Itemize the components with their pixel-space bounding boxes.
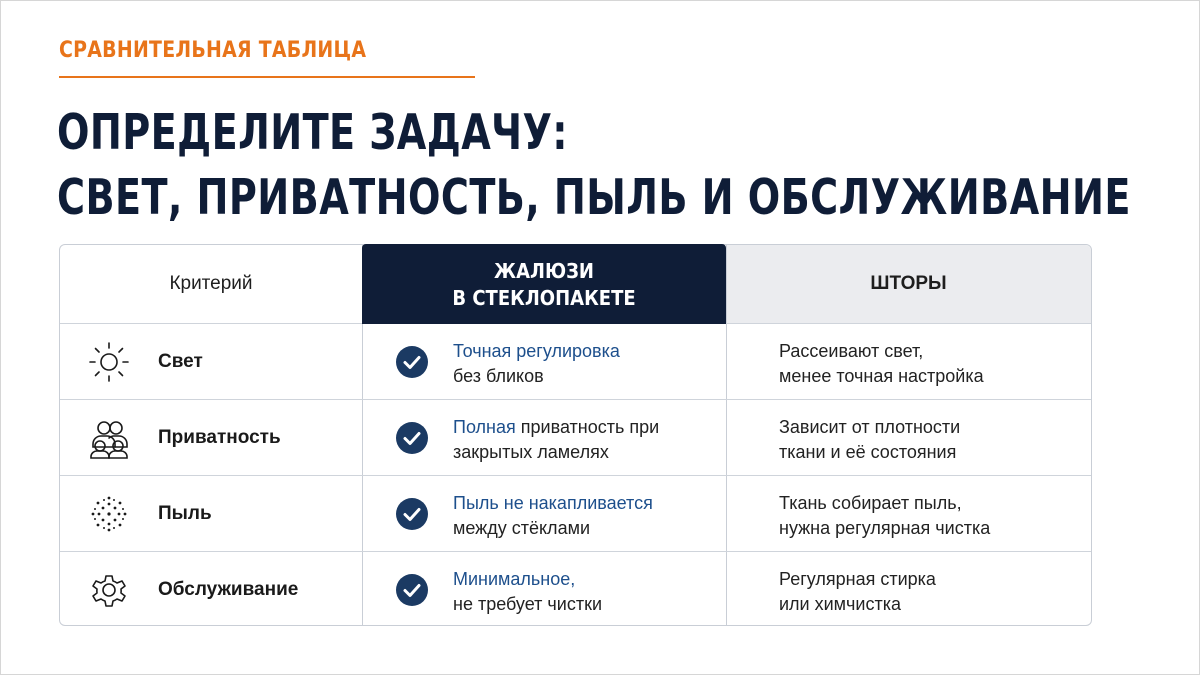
table-row-maintenance [60, 552, 1091, 628]
header-curtains: ШТОРЫ [870, 273, 947, 294]
blinds-highlight: Минимальное, [453, 569, 576, 589]
curtains-cell [779, 567, 936, 617]
slide-title [57, 100, 1131, 230]
people-icon [84, 413, 134, 463]
checkmark-icon [396, 346, 428, 378]
title-line-1: ОПРЕДЕЛИТЕ ЗАДАЧУ: [57, 104, 568, 161]
blinds-cell [453, 339, 620, 389]
curtains-line-1: Регулярная стирка [779, 569, 936, 589]
curtains-cell [779, 415, 960, 465]
table-row-light [60, 324, 1091, 400]
comparison-table [59, 244, 1092, 626]
checkmark-icon [396, 498, 428, 530]
header-blinds-line-2: В СТЕКЛОПАКЕТЕ [452, 286, 636, 310]
blinds-rest: приватность при [515, 417, 660, 437]
sun-icon [84, 337, 134, 387]
header-criterion-cell [60, 245, 362, 323]
curtains-line-1: Ткань собирает пыль, [779, 493, 962, 513]
blinds-line-2: закрытых ламелях [453, 442, 609, 462]
curtains-line-2: или химчистка [779, 594, 902, 614]
section-kicker: СРАВНИТЕЛЬНАЯ ТАБЛИЦА [59, 38, 367, 63]
table-row-dust [60, 476, 1091, 552]
header-curtains-cell [726, 245, 1091, 323]
curtains-line-1: Рассеивают свет, [779, 341, 924, 361]
blinds-rest: не требует чистки [453, 594, 602, 614]
blinds-highlight: Точная регулировка [453, 341, 620, 361]
curtains-cell [779, 491, 990, 541]
checkmark-icon [396, 422, 428, 454]
table-row-privacy [60, 400, 1091, 476]
title-line-2: СВЕТ, ПРИВАТНОСТЬ, ПЫЛЬ И ОБСЛУЖИВАНИЕ [57, 169, 1131, 226]
curtains-line-2: менее точная настройка [779, 366, 984, 386]
header-blinds [362, 258, 726, 312]
dust-icon [84, 489, 134, 539]
header-blinds-line-1: ЖАЛЮЗИ [494, 259, 594, 283]
blinds-cell [453, 415, 659, 465]
criterion-label: Свет [158, 351, 203, 372]
curtains-cell [779, 339, 984, 389]
checkmark-icon [396, 574, 428, 606]
curtains-line-2: ткани и её состояния [779, 442, 957, 462]
blinds-highlight: Полная [453, 417, 516, 437]
criterion-label: Обслуживание [158, 579, 299, 600]
curtains-line-1: Зависит от плотности [779, 417, 961, 437]
blinds-rest: без бликов [453, 366, 544, 386]
blinds-cell [453, 491, 653, 541]
kicker-underline [59, 76, 475, 78]
blinds-highlight: Пыль не накапливается [453, 493, 653, 513]
blinds-cell [453, 567, 602, 617]
header-criterion: Критерий [169, 273, 253, 294]
blinds-rest: между стёклами [453, 518, 591, 538]
gear-icon [84, 565, 134, 615]
header-blinds-cell [362, 244, 726, 324]
curtains-line-2: нужна регулярная чистка [779, 518, 991, 538]
criterion-label: Пыль [158, 503, 212, 524]
criterion-label: Приватность [158, 427, 281, 448]
